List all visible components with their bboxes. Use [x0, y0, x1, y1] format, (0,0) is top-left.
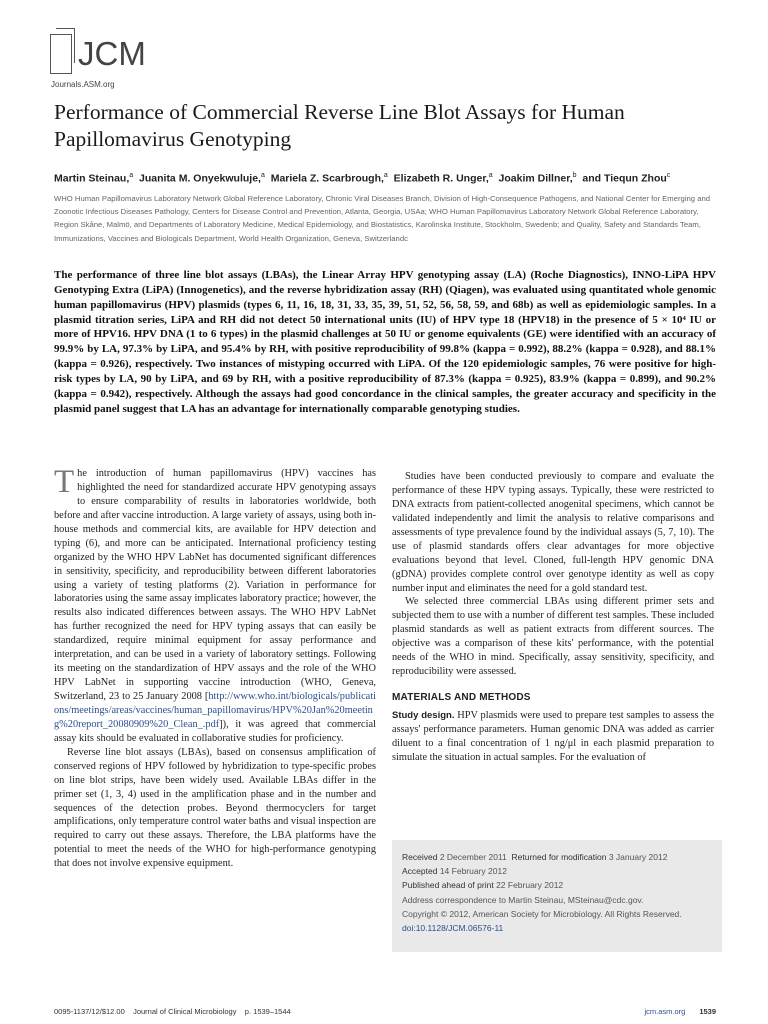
page-number: 1539	[699, 1007, 716, 1016]
journal-abbr: JCM	[78, 35, 146, 72]
affiliations: WHO Human Papillomavirus Laboratory Network Global Reference Laboratory, Chronic Viral Diseases Branch, Division of High-Consequence Pathogens, and National Center for Emerging and Zoonotic Infectious Diseases Pathology, Centers for Disease Control and Prevention, Atlanta, Georgia, USAa; WHO Human Papillomavirus Laboratory Network Global Reference Laboratory, Region Skåne, Malmö, and Departments of Laboratory Medicine, Medical Epidemiology, and Biostatistics, Karolinska Institute, Stockholm, Swedenb; and Quality, Safety and Standards Team, Immunizations, Vaccines and Biologicals Department, World Health Organization, Geneva, Switzerlandc	[54, 194, 711, 243]
doi-link[interactable]: doi:10.1128/JCM.06576-11	[402, 923, 504, 934]
footer-right	[644, 1007, 716, 1016]
author: and Tiequn Zhou	[582, 172, 667, 185]
copyright: Copyright © 2012, American Society for Microbiology. All Rights Reserved.	[402, 908, 682, 919]
journal-site: Journals.ASM.org	[51, 80, 115, 89]
intro-paragraph: The introduction of human papillomavirus (HPV) vaccines has highlighted the need for standardized accurate HPV genotyping assays to ensure comparability of results in laboratories worldwide, both before and after vaccine introduction. A large variety of assays, using both in-house methods and commercial kits, are available for HPV detection and typing (6), and more can be anticipated. International proficiency testing organized by the WHO HPV LabNet has documented significant differences in sensitivity, specificity, and reproducibility between different laboratories using a variety of testing platforms (2). Variation in performance for laboratories using the same assay implicates laboratory practice; however, the results also indicated differences between assays. The WHO HPV LabNet has further recognized the need for HPV typing assays that can easily be standardized, require minimal equipment for assay performance and interpretation, and can be used in a variety of laboratory settings. Following its meeting on the standardization of HPV assays and the role of the WHO HPV LabNet in supporting vaccine introduction (WHO, Geneva, Switzerland, 23 to 25 January 2008 [http://www.who.int/biologicals/publications/meetings/areas/vaccines/human_papillomavirus/HPV%20Jan%20meeting%20report_20080909%20_Clean_.pdf]), it was agreed that commercial assay kits should be evaluated in collaborative studies for proficiency.	[54, 464, 376, 744]
drop-cap: T	[54, 464, 75, 500]
jcm-logo-icon	[50, 34, 72, 74]
author-list: Martin Steinau,$^a$ Juanita M. Onyekwuluje,$^a$ Mariela Z. Scarbrough,$^a$ Elizabeth R. Unger,$^a$ Joakim Dillner,$^b$ and Tiequn Zhou$^c$	[54, 172, 671, 185]
body-column-right	[392, 470, 714, 765]
footer-citation: 0095-1137/12/$12.00 Journal of Clinical Microbiology p. 1539–1544	[54, 1007, 291, 1016]
article-title: Performance of Commercial Reverse Line Blot Assays for Human Papillomavirus Genotyping	[54, 100, 625, 151]
author: Mariela Z. Scarbrough,	[270, 172, 384, 185]
body-column-left	[54, 464, 376, 871]
accepted-line: Accepted 14 February 2012	[402, 866, 507, 877]
author: Juanita M. Onyekwuluje,	[139, 172, 261, 185]
published-line: Published ahead of print 22 February 2012	[402, 880, 564, 891]
who-report-link[interactable]: http://www.who.int/biologicals/publications/meetings/areas/vaccines/human_papillomavirus/HPV%20Jan%20meeting%20report_20080909%20_Clean_.pdf	[54, 691, 376, 730]
article-info-box	[392, 840, 722, 952]
author: Elizabeth R. Unger,	[393, 172, 489, 185]
received-line: Received 2 December 2011 Returned for modification 3 January 2012	[402, 852, 668, 862]
body-paragraph: We selected three commercial LBAs using different primer sets and subjected them to use with a number of different test samples. These included plasmid standards as well as patient extracts from different sources. The objective was a comparison of these kits' performance, with the potential needs of the WHO in mind. Specifically, assay sensitivity, specificity, and reproducibility were assessed.	[392, 596, 714, 678]
runin-heading: Study design.	[392, 710, 455, 721]
section-heading: MATERIALS AND METHODS	[392, 692, 531, 704]
author: Joakim Dillner,	[498, 172, 573, 185]
body-paragraph: Studies have been conducted previously to compare and evaluate the performance of these HPV typing assays. Typically, these were restricted to DNA extracts from patient-collected anogenital specimens, which cannot be validated independently and limit the analysis to relative comparisons and assessments of type prevalence found by the individual assays (5, 7, 10). The use of plasmid standards offers clear advantages for more objective evaluations beyond that level. Cloned, full-length HPV genomic DNA (gDNA) provides complete control over genotype identity as well as copy number input and eliminates the need for a gold standard test.	[392, 471, 714, 594]
body-paragraph: Reverse line blot assays (LBAs), based on consensus amplification of conserved regions of HPV followed by hybridization to type-specific probes on line blot strips, have been widely used. Available LBAs differ in the primer set (1, 3, 4) used in the amplification phase and in the number and sequences of the detection probes. Beyond thermocyclers for target amplifications, only temperature control water baths and visual inspection are required to carry out these assays. Therefore, the LBA platforms have the potential to meet the needs of the WHO for high-performance genotyping that does not involve expensive equipment.	[54, 746, 376, 870]
body-paragraph: Study design. HPV plasmids were used to prepare test samples to assess the assays' performance parameters. Human genomic DNA was added as carrier diluent to a final concentration of 1 ng/μl in each plasmid preparation to simulate the situation in actual samples. For the evaluation of	[392, 710, 714, 763]
author: Martin Steinau,	[54, 172, 130, 185]
journal-url-link[interactable]: jcm.asm.org	[644, 1007, 686, 1016]
journal-logo	[50, 28, 150, 90]
abstract: The performance of three line blot assays (LBAs), the Linear Array HPV genotyping assay (LA) (Roche Diagnostics), INNO-LiPA HPV Genotyping Extra (LiPA) (Innogenetics), and the reverse hybridization assay (RH) (Qiagen), was evaluated using quantitated whole genomic human papillomavirus (HPV) plasmids (types 6, 11, 16, 18, 31, 33, 35, 39, 51, 52, 56, 58, 59, and 68b) as well as epidemiologic samples. In a plasmid titration series, LiPA and RH did not detect 50 international units (IU) of HPV type 18 (HPV18) in the presence of 5 × 10⁴ IU or more of HPV16. HPV DNA (1 to 6 types) in the plasmid challenges at 50 IU or genome equivalents (GE) were identified with an accuracy of 99.9% by LA, 97.3% by LiPA, and 95.4% by RH, with positive reproducibility of 99.8% (kappa = 0.992), 88.2% (kappa = 0.928), and 88.1% (kappa = 0.926), respectively. Two instances of mistyping occurred with LiPA. Of the 120 epidemiologic samples, 76 were positive for high-risk types by LA, 90 by LiPA, and 69 by RH, with a positive reproducibility of 87.3% (kappa = 0.925), 83.9% (kappa = 0.899), and 90.2% (kappa = 0.942), respectively. Although the assays had good concordance in the clinical samples, the greater accuracy and specificity in the plasmid panel suggest that LA has an advantage for internationally comparable genotyping studies.	[54, 269, 716, 415]
correspondence: Address correspondence to Martin Steinau, MSteinau@cdc.gov.	[402, 894, 644, 905]
